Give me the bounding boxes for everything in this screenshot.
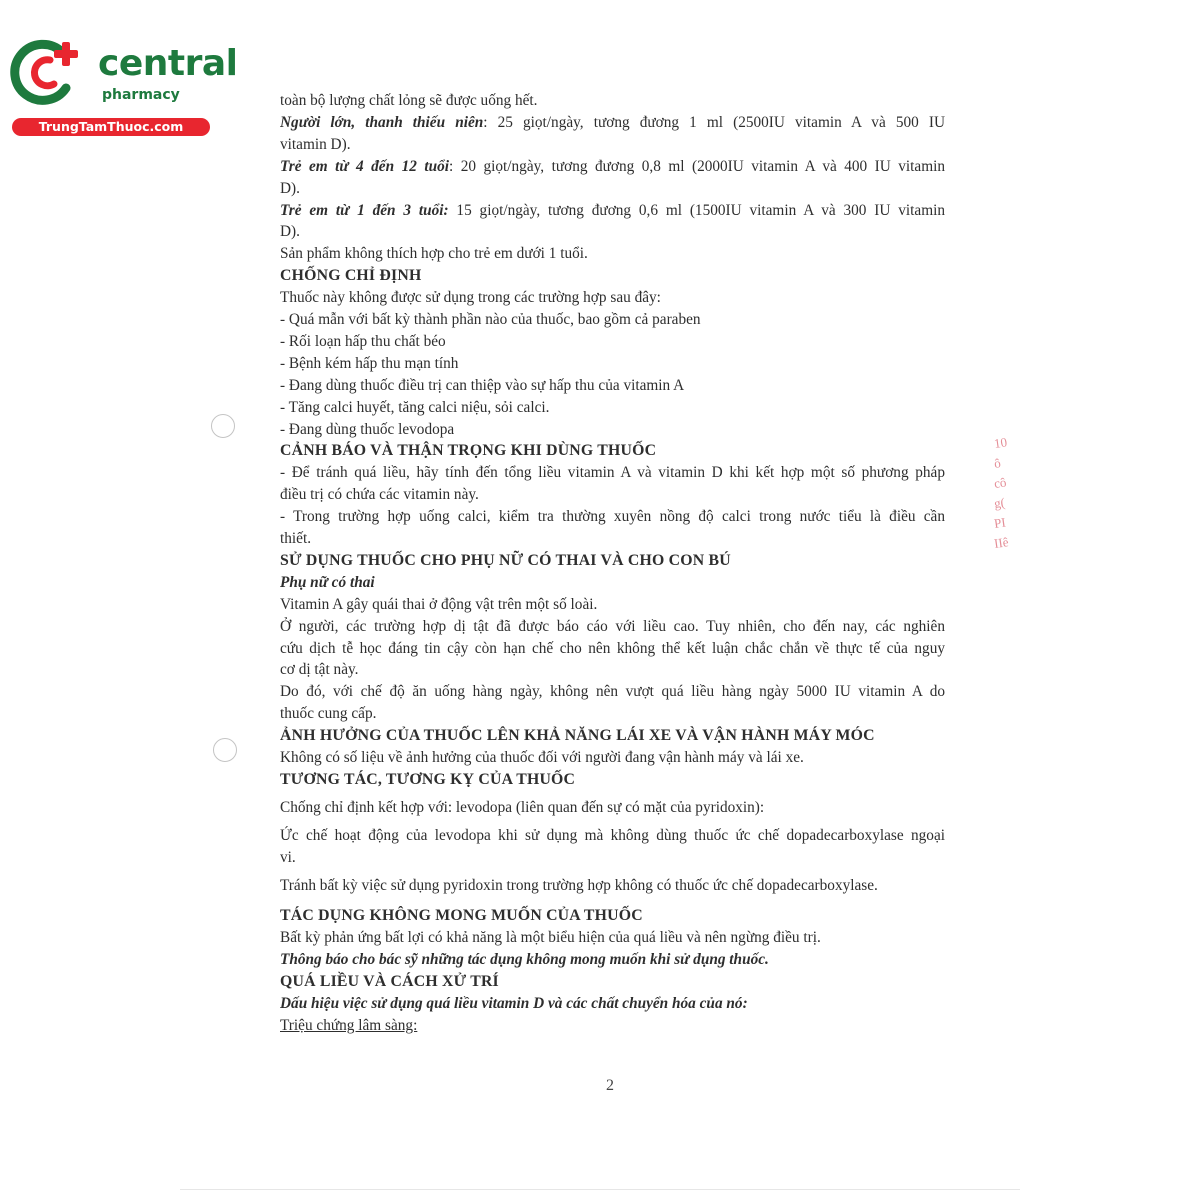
text-line: cứu dịch tễ học đáng tin cậy còn hạn chế cho nên không thể kết luận chắc chắn về thực tế của nguy [280,639,945,657]
list-item: - Rối loạn hấp thu chất béo [280,332,446,350]
dosage-text: 15 giọt/ngày, tương đương 0,6 ml (1500IU vitamin A và 300 IU vitamin [448,201,945,219]
text-line: thiết. [280,530,312,548]
punch-hole [213,738,237,762]
text-line: - Để tránh quá liều, hãy tính đến tổng liều vitamin A và vitamin D khi kết hợp một số phương pháp [280,464,945,482]
text-line: Ở người, các trường hợp dị tật đã được báo cáo với liều cao. Tuy nhiên, cho đến nay, các nghiên [280,617,945,635]
text-line: Thuốc này không được sử dụng trong các trường hợp sau đây: [280,289,661,307]
document-body [280,90,945,1037]
list-item: - Tăng calci huyết, tăng calci niệu, sỏi calci. [280,398,550,416]
dosage-children-4-12 [280,156,945,178]
list-item: - Bệnh kém hấp thu mạn tính [280,354,459,372]
punch-hole [211,414,235,438]
brand-site-badge: TrungTamThuoc.com [12,118,210,136]
text-line: Chống chỉ định kết hợp với: levodopa (liên quan đến sự có mặt của pyridoxin): [280,798,765,816]
stamp-text: PI [993,514,1007,532]
text-line: Tránh bất kỳ việc sử dụng pyridoxin trong trường hợp không có thuốc ức chế dopadecarboxylase. [280,876,878,894]
section-heading: ẢNH HƯỞNG CỦA THUỐC LÊN KHẢ NĂNG LÁI XE VÀ VẬN HÀNH MÁY MÓC [280,727,875,745]
dosage-text: : 20 giọt/ngày, tương đương 0,8 ml (2000IU vitamin A và 400 IU vitamin [449,157,945,175]
stamp-text: g( [993,494,1006,512]
text-line: Do đó, với chế độ ăn uống hàng ngày, không nên vượt quá liều hàng ngày 5000 IU vitamin A do [280,683,945,701]
sub-heading: Phụ nữ có thai [280,573,375,591]
text-line: Không có số liệu về ảnh hưởng của thuốc đối với người đang vận hành máy và lái xe. [280,749,804,767]
text-line: - Trong trường hợp uống calci, kiểm tra thường xuyên nồng độ calci trong nước tiểu là điều cần [280,508,945,526]
stamp-text: cô [993,474,1008,492]
text-line: cơ dị tật này. [280,661,359,679]
list-item: - Quá mẫn với bất kỳ thành phần nào của thuốc, bao gồm cả paraben [280,311,701,329]
brand-name: central [98,43,238,84]
text-line: Vitamin A gây quái thai ở động vật trên một số loài. [280,595,598,613]
section-heading: QUÁ LIỀU VÀ CÁCH XỬ TRÍ [280,973,499,991]
stamp-text: ô [993,455,1002,472]
page-number: 2 [606,1077,614,1094]
page-bottom-edge [180,1189,1020,1190]
dosage-lead: Người lớn, thanh thiếu niên [280,113,484,131]
text-line: điều trị có chứa các vitamin này. [280,486,479,504]
section-heading: TƯƠNG TÁC, TƯƠNG KỴ CỦA THUỐC [280,770,576,788]
sub-heading: Thông báo cho bác sỹ những tác dụng không mong muốn khi sử dụng thuốc. [280,951,769,969]
brand-sub: pharmacy [102,87,180,103]
dosage-text: : 25 giọt/ngày, tương đương 1 ml (2500IU vitamin A và 500 IU [483,113,945,131]
text-line: Bất kỳ phản ứng bất lợi có khả năng là một biểu hiện của quá liều và nên ngừng điều trị. [280,929,821,947]
dosage-adults [280,112,945,134]
section-heading: CHỐNG CHỈ ĐỊNH [280,267,422,285]
list-item: - Đang dùng thuốc điều trị can thiệp vào sự hấp thu của vitamin A [280,376,685,394]
stamp-text: IIê [993,534,1010,552]
dosage-children-1-3 [280,200,945,222]
section-heading: TÁC DỤNG KHÔNG MONG MUỐN CỦA THUỐC [280,907,643,925]
central-pharmacy-logo-icon [10,38,90,108]
text-line: Sản phẩm không thích hợp cho trẻ em dưới 1 tuổi. [280,245,588,263]
text-line: D). [280,179,300,197]
text-line: vi. [280,848,296,866]
text-line: Ức chế hoạt động của levodopa khi sử dụng mà không dùng thuốc ức chế dopadecarboxylase ngoại [280,826,945,844]
dosage-lead: Trẻ em từ 4 đến 12 tuổi [280,157,449,175]
list-item: - Đang dùng thuốc levodopa [280,420,455,438]
stamp-text: 10 [993,434,1008,452]
text-line: vitamin D). [280,135,351,153]
brand-logo [10,38,238,138]
text-line: thuốc cung cấp. [280,705,377,723]
dosage-lead: Trẻ em từ 1 đến 3 tuổi: [280,201,449,219]
stamp-fragment [994,432,1024,587]
underlined-label: Triệu chứng lâm sàng: [280,1017,418,1035]
section-heading: SỬ DỤNG THUỐC CHO PHỤ NỮ CÓ THAI VÀ CHO CON BÚ [280,551,731,569]
text-line: D). [280,223,300,241]
sub-heading: Dấu hiệu việc sử dụng quá liều vitamin D và các chất chuyển hóa của nó: [280,995,748,1013]
section-heading: CẢNH BÁO VÀ THẬN TRỌNG KHI DÙNG THUỐC [280,442,657,460]
text-line: toàn bộ lượng chất lỏng sẽ được uống hết. [280,92,538,109]
